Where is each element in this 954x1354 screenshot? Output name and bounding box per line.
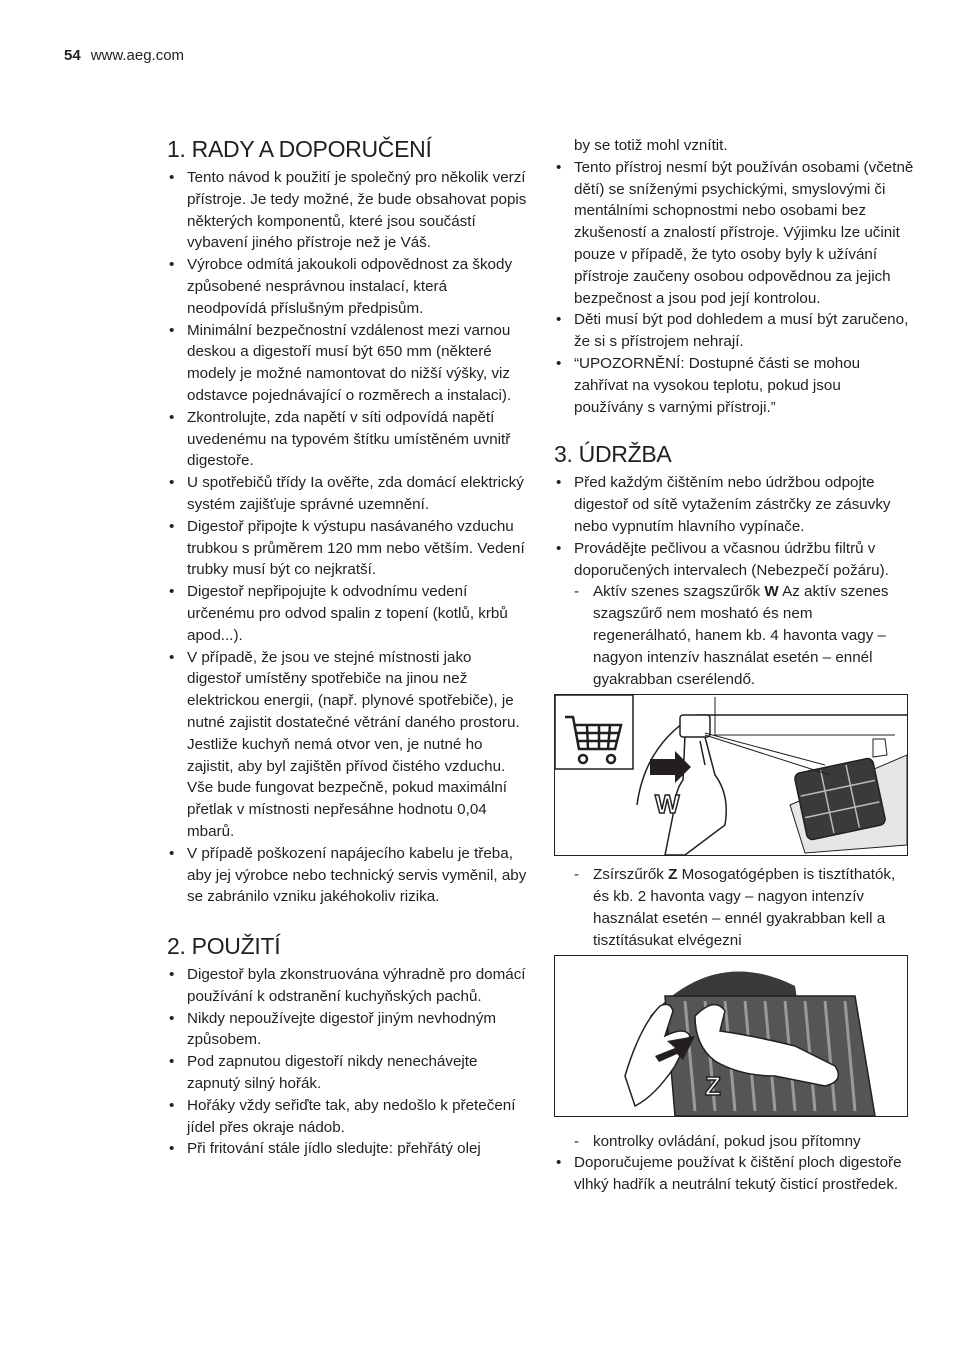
list-item: • Digestoř připojte k výstupu nasávaného vzduchu trubkou s průměrem 120 mm nebo větším. Vedení trubky musí být co nejkratší.: [167, 516, 529, 581]
list-item: • V případě poškození napájecího kabelu je třeba, aby jej výrobce nebo technický servis vyměnil, aby se zabránilo vzniku jakéhokoliv rizika.: [167, 843, 529, 908]
section-3-tail: [554, 1131, 914, 1196]
list-item-continuation: by se totiž mohl vznítit.: [574, 137, 728, 154]
section-1-title: 1. RADY A DOPORUČENÍ: [167, 136, 432, 162]
sub-item-grease-filter: - Zsírszűrők Z Mosogatógépben is tisztíthatók, és kb. 2 havonta vagy – nagyon intenzív használat esetén – ennél gyakrabban kell a tisztításukat elvégezni: [554, 864, 914, 951]
list-item: • U spotřebičů třídy Ia ověřte, zda domácí elektrický systém zajišťuje správné uzemnění.: [167, 472, 529, 516]
section-2-list-continued: [554, 157, 914, 419]
list-item: • Tento přístroj nesmí být používán osobami (včetně dětí) se sníženými psychickými, smyslovými či mentálními schopnostmi nebo osobami bez zkušeností a znalostí přístroje. Výjimku lze učinit pouze v případě, že tyto osoby byly k užívání přístroje zaučeny osobou odpovědnou za jejich bezpečnost a jsou pod její kontrolou.: [554, 157, 914, 310]
right-column: [554, 135, 914, 1196]
list-item: • Děti musí být pod dohledem a musí být zaručeno, že si s přístrojem nehrají.: [554, 309, 914, 353]
list-item: • Při fritování stále jídlo sledujte: přehřátý olej: [167, 1138, 529, 1160]
section-2-list: [167, 964, 529, 1160]
section-2-title: 2. POUŽITÍ: [167, 933, 281, 960]
website-url[interactable]: www.aeg.com: [90, 47, 185, 64]
left-column: [167, 135, 529, 1160]
filter-z-label: Z: [705, 1070, 721, 1101]
list-item: • Nikdy nepoužívejte digestoř jiným nevhodným způsobem.: [167, 1008, 529, 1052]
list-item: • Tento návod k použití je společný pro několik verzí přístroje. Je tedy možné, že bude obsahovat popis některých komponentů, které jsou součástí vybavení jiného přístroje než je Váš.: [167, 167, 529, 254]
list-item: • Před každým čištěním nebo údržbou odpojte digestoř od sítě vytažením zástrčky ze zásuvky nebo vypnutím hlavního vypínače.: [554, 472, 914, 537]
list-item: • Minimální bezpečnostní vzdálenost mezi varnou deskou a digestoří musí být 650 mm (některé modely je možné namontovat do nižší výšky, viz odstavce pojednávající o rozměrech a instalaci).: [167, 320, 529, 407]
carbon-filter-drawing: [555, 695, 907, 855]
list-item: • Zkontrolujte, zda napětí v síti odpovídá napětí uvedenému na typovém štítku umístěném uvnitř digestoře.: [167, 407, 529, 472]
page-number: 54: [64, 47, 81, 64]
list-item: • Doporučujeme používat k čištění ploch digestoře vlhký hadřík a neutrální tekutý čisticí prostředek.: [554, 1152, 914, 1196]
section-3-title: 3. ÚDRŽBA: [554, 441, 672, 468]
list-item: • Výrobce odmítá jakoukoli odpovědnost za škody způsobené nesprávnou instalací, která neodpovídá příslušným předpisům.: [167, 254, 529, 319]
carbon-filter-illustration: [554, 694, 908, 856]
filter-w-label: W: [655, 789, 680, 820]
list-item: • Digestoř nepřipojujte k odvodnímu vedení určenému pro odvod spalin z topení (kotlů, krbů apod...).: [167, 581, 529, 646]
list-item: • Pod zapnutou digestoří nikdy nenechávejte zapnutý silný hořák.: [167, 1051, 529, 1095]
list-item: • Hořáky vždy seřiďte tak, aby nedošlo k přetečení jídel přes okraje nádob.: [167, 1095, 529, 1139]
list-item: • Provádějte pečlivou a včasnou údržbu filtrů v doporučených intervalech (Nebezpečí požáru).: [554, 538, 914, 582]
sub-item-carbon-filter: - Aktív szenes szagszűrők W Az aktív szenes szagszűrő nem mosható és nem regenerálható, hanem kb. 4 havonta vagy – nagyon intenzív használat esetén – ennél gyakrabban cserélendő.: [554, 581, 914, 690]
section-3-sublist: [554, 864, 914, 951]
grease-filter-illustration: [554, 955, 908, 1117]
grease-filter-drawing: [555, 956, 907, 1116]
section-3-list: [554, 472, 914, 690]
list-item: • V případě, že jsou ve stejné místnosti jako digestoř umístěny spotřebiče na jinou než elektrickou energii, (např. plynové spotřebiče), je nutné zajistit dostatečné větrání daného prostoru. Jestliže kuchyň nemá otvor ven, je nutné ho zajistit, aby byl zajištěn přívod čistého vzduchu. Vše bude fungovat bezpečně, pokud maximální přetlak v místnosti nepřesáhne hodnotu 0,04 mbarů.: [167, 647, 529, 843]
sub-item-controls: - kontrolky ovládání, pokud jsou přítomny: [554, 1131, 914, 1153]
page-header: [64, 47, 184, 64]
list-item: • “UPOZORNĚNÍ: Dostupné části se mohou zahřívat na vysokou teplotu, pokud jsou používány s varnými přístroji.”: [554, 353, 914, 418]
list-item: • Digestoř byla zkonstruována výhradně pro domácí používání k odstranění kuchyňských pachů.: [167, 964, 529, 1008]
section-1-list: [167, 167, 529, 908]
